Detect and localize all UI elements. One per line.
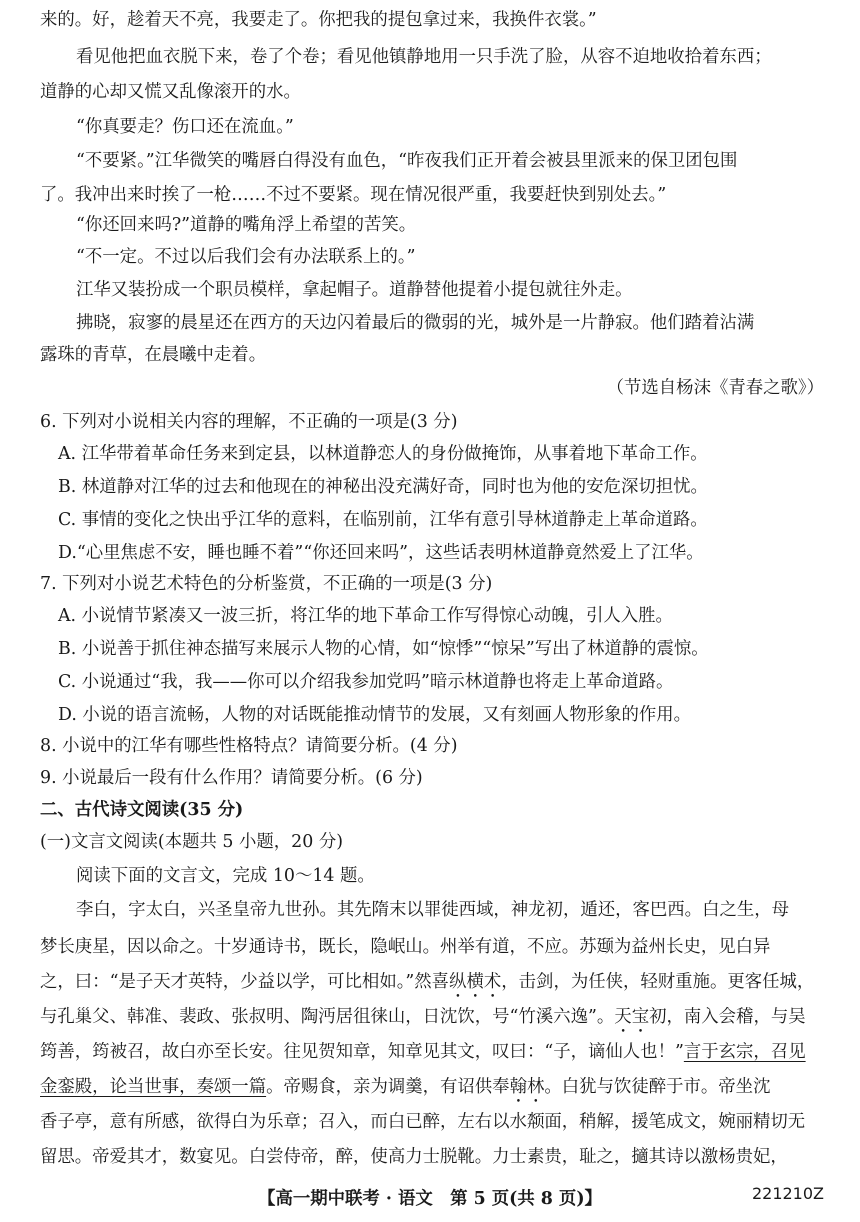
underlined-sentence: 言于玄宗，召见 [683,1042,806,1062]
question-6-option-c: C. 事情的变化之快出乎江华的意料，在临别前，江华有意引导林道静走上革命道路。 [58,510,708,530]
subsection-heading: (一)文言文阅读(本题共 5 小题，20 分) [40,832,343,852]
question-8: 8. 小说中的江华有哪些性格特点？请简要分析。(4 分) [40,736,458,756]
question-6: 6. 下列对小说相关内容的理解，不正确的一项是(3 分) [40,412,458,432]
question-6-option-a: A. 江华带着革命任务来到定县，以林道静恋人的身份做掩饰，从事着地下革命工作。 [58,444,708,464]
classical-text: 与孔巢父、韩准、裴政、张叔明、陶沔居徂徕山，日沈饮，号“竹溪六逸”。 [40,1007,615,1027]
classical-line [40,1075,770,1107]
story-line: 看见他把血衣脱下来，卷了个卷；看见他镇静地用一只手洗了脸，从容不迫地收拾着东西； [76,47,772,67]
story-line: “不要紧。”江华微笑的嘴唇白得没有血色，“昨夜我们正开着会被县里派来的保卫团包围 [76,151,738,171]
story-line: “你还回来吗?”道静的嘴角浮上希望的苦笑。 [76,215,417,235]
emphasized-word: 翰林 [509,1077,545,1097]
underlined-sentence: 金銮殿，论当世事，奏颂一篇 [40,1077,267,1097]
question-6-option-b: B. 林道静对江华的过去和他现在的神秘出没充满好奇，同时也为他的安危深切担忧。 [58,477,708,497]
classical-line: 李白，字太白，兴圣皇帝九世孙。其先隋末以罪徙西域，神龙初，遁还，客巴西。白之生，母 [76,900,790,920]
story-line: 来的。好，趁着天不亮，我要走了。你把我的提包拿过来，我换件衣裳。” [40,10,597,30]
footer-code: 221210Z [751,1184,824,1203]
question-7: 7. 下列对小说艺术特色的分析鉴赏，不正确的一项是(3 分) [40,574,493,594]
question-7-option-b: B. 小说善于抓住神态描写来展示人物的心情，如“惊悸”“惊呆”写出了林道静的震惊。 [58,639,709,659]
classical-text: 。白犹与饮徒醉于市。帝坐沈 [544,1077,771,1097]
instruction: 阅读下面的文言文，完成 10～14 题。 [76,866,375,886]
question-9: 9. 小说最后一段有什么作用？请简要分析。(6 分) [40,768,423,788]
classical-text: ，击剑，为任侠，轻财重施。更客任城， [501,972,815,992]
classical-text: 筠善，筠被召，故白亦至长安。往见贺知章，知章见其文，叹曰：“子，谪仙人也！” [40,1042,684,1062]
question-7-option-a: A. 小说情节紧凑又一波三折，将江华的地下革命工作写得惊心动魄，引人入胜。 [58,606,673,626]
question-7-option-d: D. 小说的语言流畅，人物的对话既能推动情节的发展，又有刻画人物形象的作用。 [58,705,692,725]
classical-line [40,970,814,1002]
story-line: 了。我冲出来时挨了一枪……不过不要紧。现在情况很严重，我要赶快到别处去。” [40,185,667,205]
classical-line: 梦长庚星，因以命之。十岁通诗书，既长，隐岷山。州举有道，不应。苏颋为益州长史，见白异 [40,937,771,957]
story-line: 拂晓，寂寥的晨星还在西方的天边闪着最后的微弱的光，城外是一片静寂。他们踏着沾满 [76,313,755,333]
story-line: 露珠的青草，在晨曦中走着。 [40,345,267,365]
story-line: “你真要走？伤口还在流血。” [76,117,294,137]
classical-line [40,1005,806,1037]
story-line: 道静的心却又慌又乱像滚开的水。 [40,82,301,102]
classical-line: 香子亭，意有所感，欲得白为乐章；召入，而白已醉，左右以水颒面，稍解，援笔成文，婉丽精切无 [40,1112,806,1132]
classical-text: 初，南入会稽，与吴 [649,1007,806,1027]
story-line: 江华又装扮成一个职员模样，拿起帽子。道静替他提着小提包就往外走。 [76,280,633,300]
emphasized-word: 天宝 [614,1007,650,1027]
question-6-option-d: D.“心里焦虑不安，睡也睡不着”“你还回来吗”，这些话表明林道静竟然爱上了江华。 [58,543,704,563]
story-line: “不一定。不过以后我们会有办法联系上的。” [76,247,416,267]
classical-line: 留思。帝爱其才，数宴见。白尝侍帝，醉，使高力士脱靴。力士素贵，耻之，擿其诗以激杨贵妃， [40,1147,788,1167]
classical-text: 之，曰：“是子天才英特，少益以学，可比相如。”然喜 [40,972,450,992]
page-footer [0,1184,860,1210]
emphasized-word: 纵横术 [449,972,502,992]
story-source: （节选自杨沫《青春之歌》） [606,378,824,398]
classical-line [40,1040,806,1064]
question-7-option-c: C. 小说通过“我，我——你可以介绍我参加党吗”暗示林道静也将走上革命道路。 [58,672,674,692]
footer-label: 【高一期中联考 · 语文 第 5 页(共 8 页)】 [258,1189,602,1209]
section-heading: 二、古代诗文阅读(35 分) [40,800,244,820]
classical-text: 。帝赐食，亲为调羹，有诏供奉 [266,1077,510,1097]
